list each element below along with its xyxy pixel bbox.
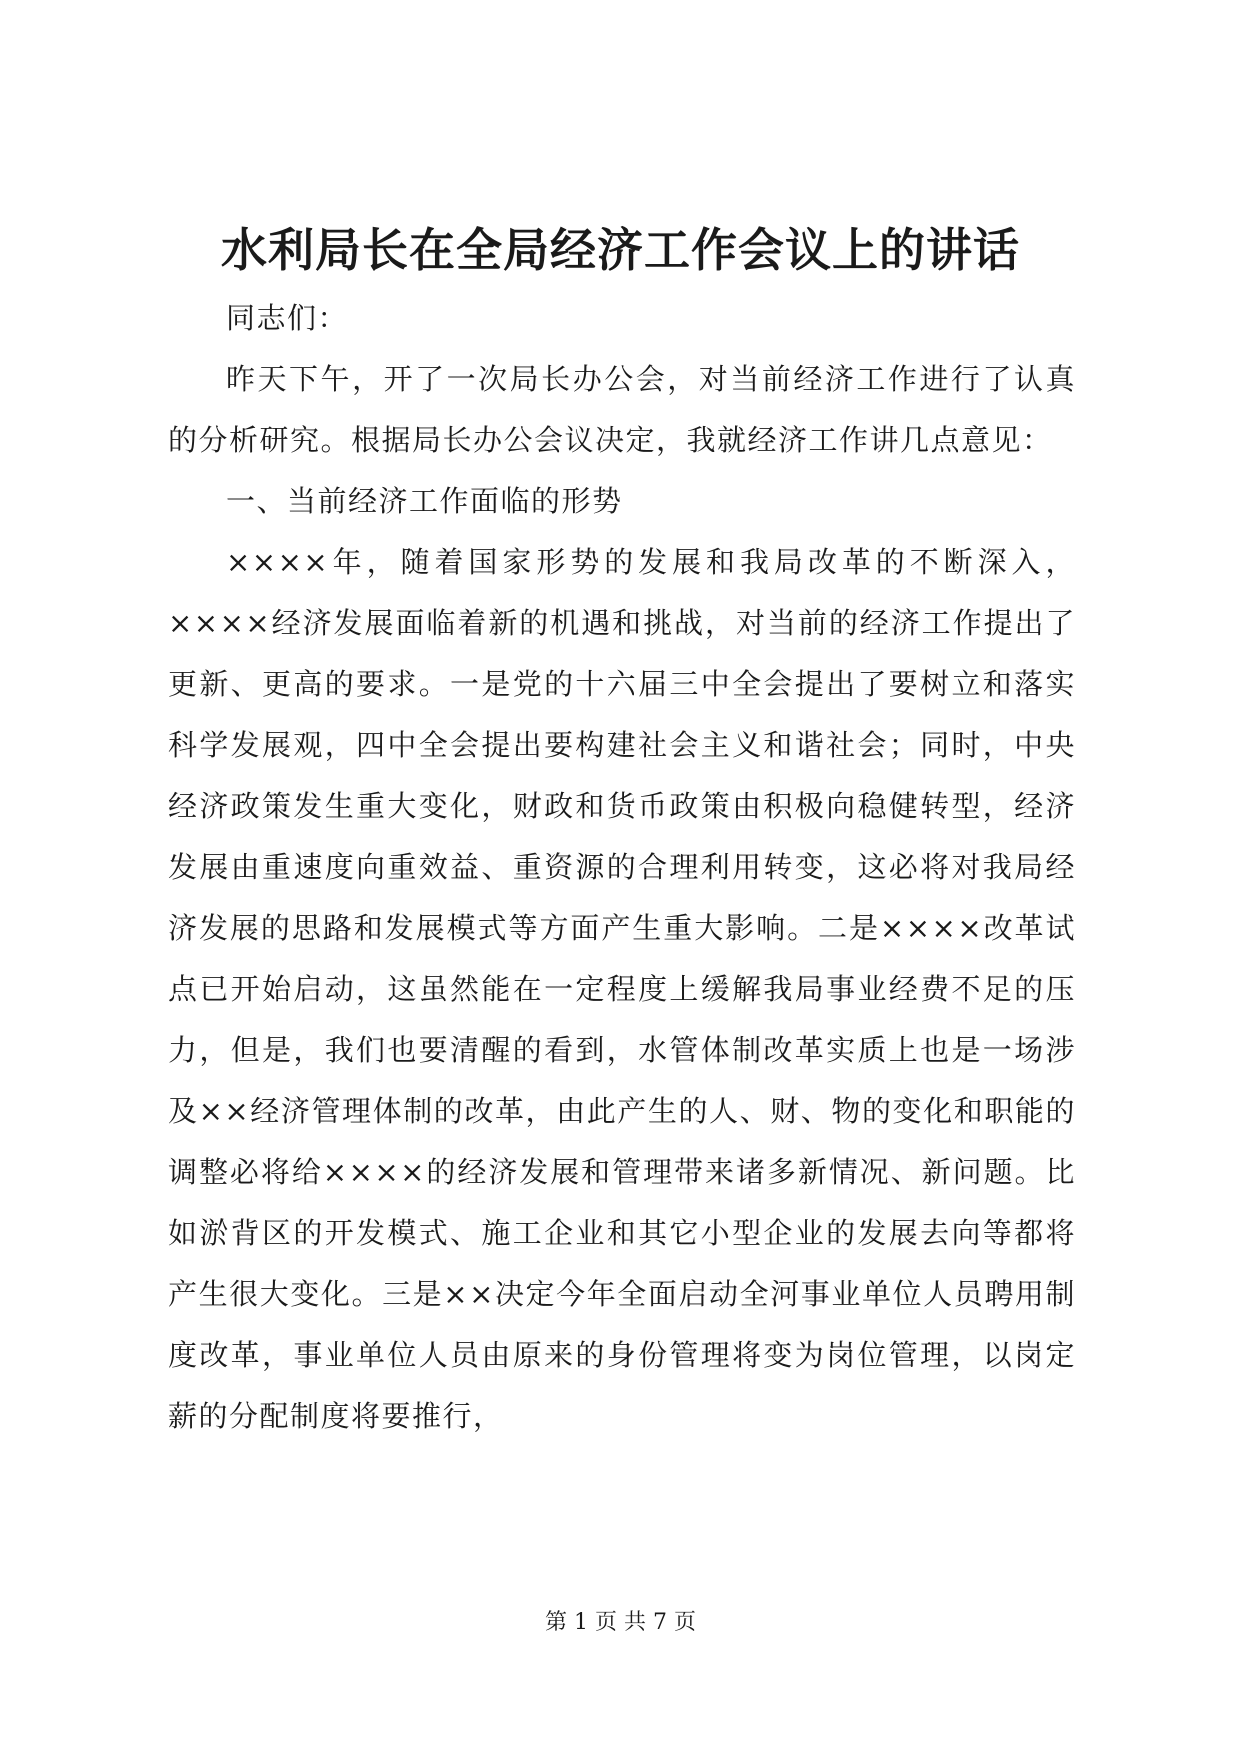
page-title: 水利局长在全局经济工作会议上的讲话 — [221, 223, 1020, 277]
body-paragraph: ××××年，随着国家形势的发展和我局改革的不断深入，××××经济发展面临着新的机遇和挑战，对当前的经济工作提出了更新、更高的要求。一是党的十六届三中全会提出了要树立和落实科学发展观，四中全会提出要构建社会主义和谐社会；同时，中央经济政策发生重大变化，财政和货币政策由积极向稳健转型，经济发展由重速度向重效益、重资源的合理利用转变，这必将对我局经济发展的思路和发展模式等方面产生重大影响。二是××××改革试点已开始启动，这虽然能在一定程度上缓解我局事业经费不足的压力，但是，我们也要清醒的看到，水管体制改革实质上也是一场涉及××经济管理体制的改革，由此产生的人、财、物的变化和职能的调整必将给××××的经济发展和管理带来诸多新情况、新问题。比如淤背区的开发模式、施工企业和其它小型企业的发展去向等都将产生很大变化。三是××决定今年全面启动全河事业单位人员聘用制度改革，事业单位人员由原来的身份管理将变为岗位管理，以岗定薪的分配制度将要推行， — [168, 545, 1076, 1433]
document-body — [168, 288, 1076, 1447]
salutation-paragraph: 同志们： — [226, 301, 349, 335]
section-heading: 一、当前经济工作面临的形势 — [226, 484, 623, 518]
intro-paragraph: 昨天下午，开了一次局长办公会，对当前经济工作进行了认真的分析研究。根据局长办公会议决定，我就经济工作讲几点意见： — [168, 362, 1076, 457]
page-number-footer: 第 1 页 共 7 页 — [545, 1610, 696, 1635]
